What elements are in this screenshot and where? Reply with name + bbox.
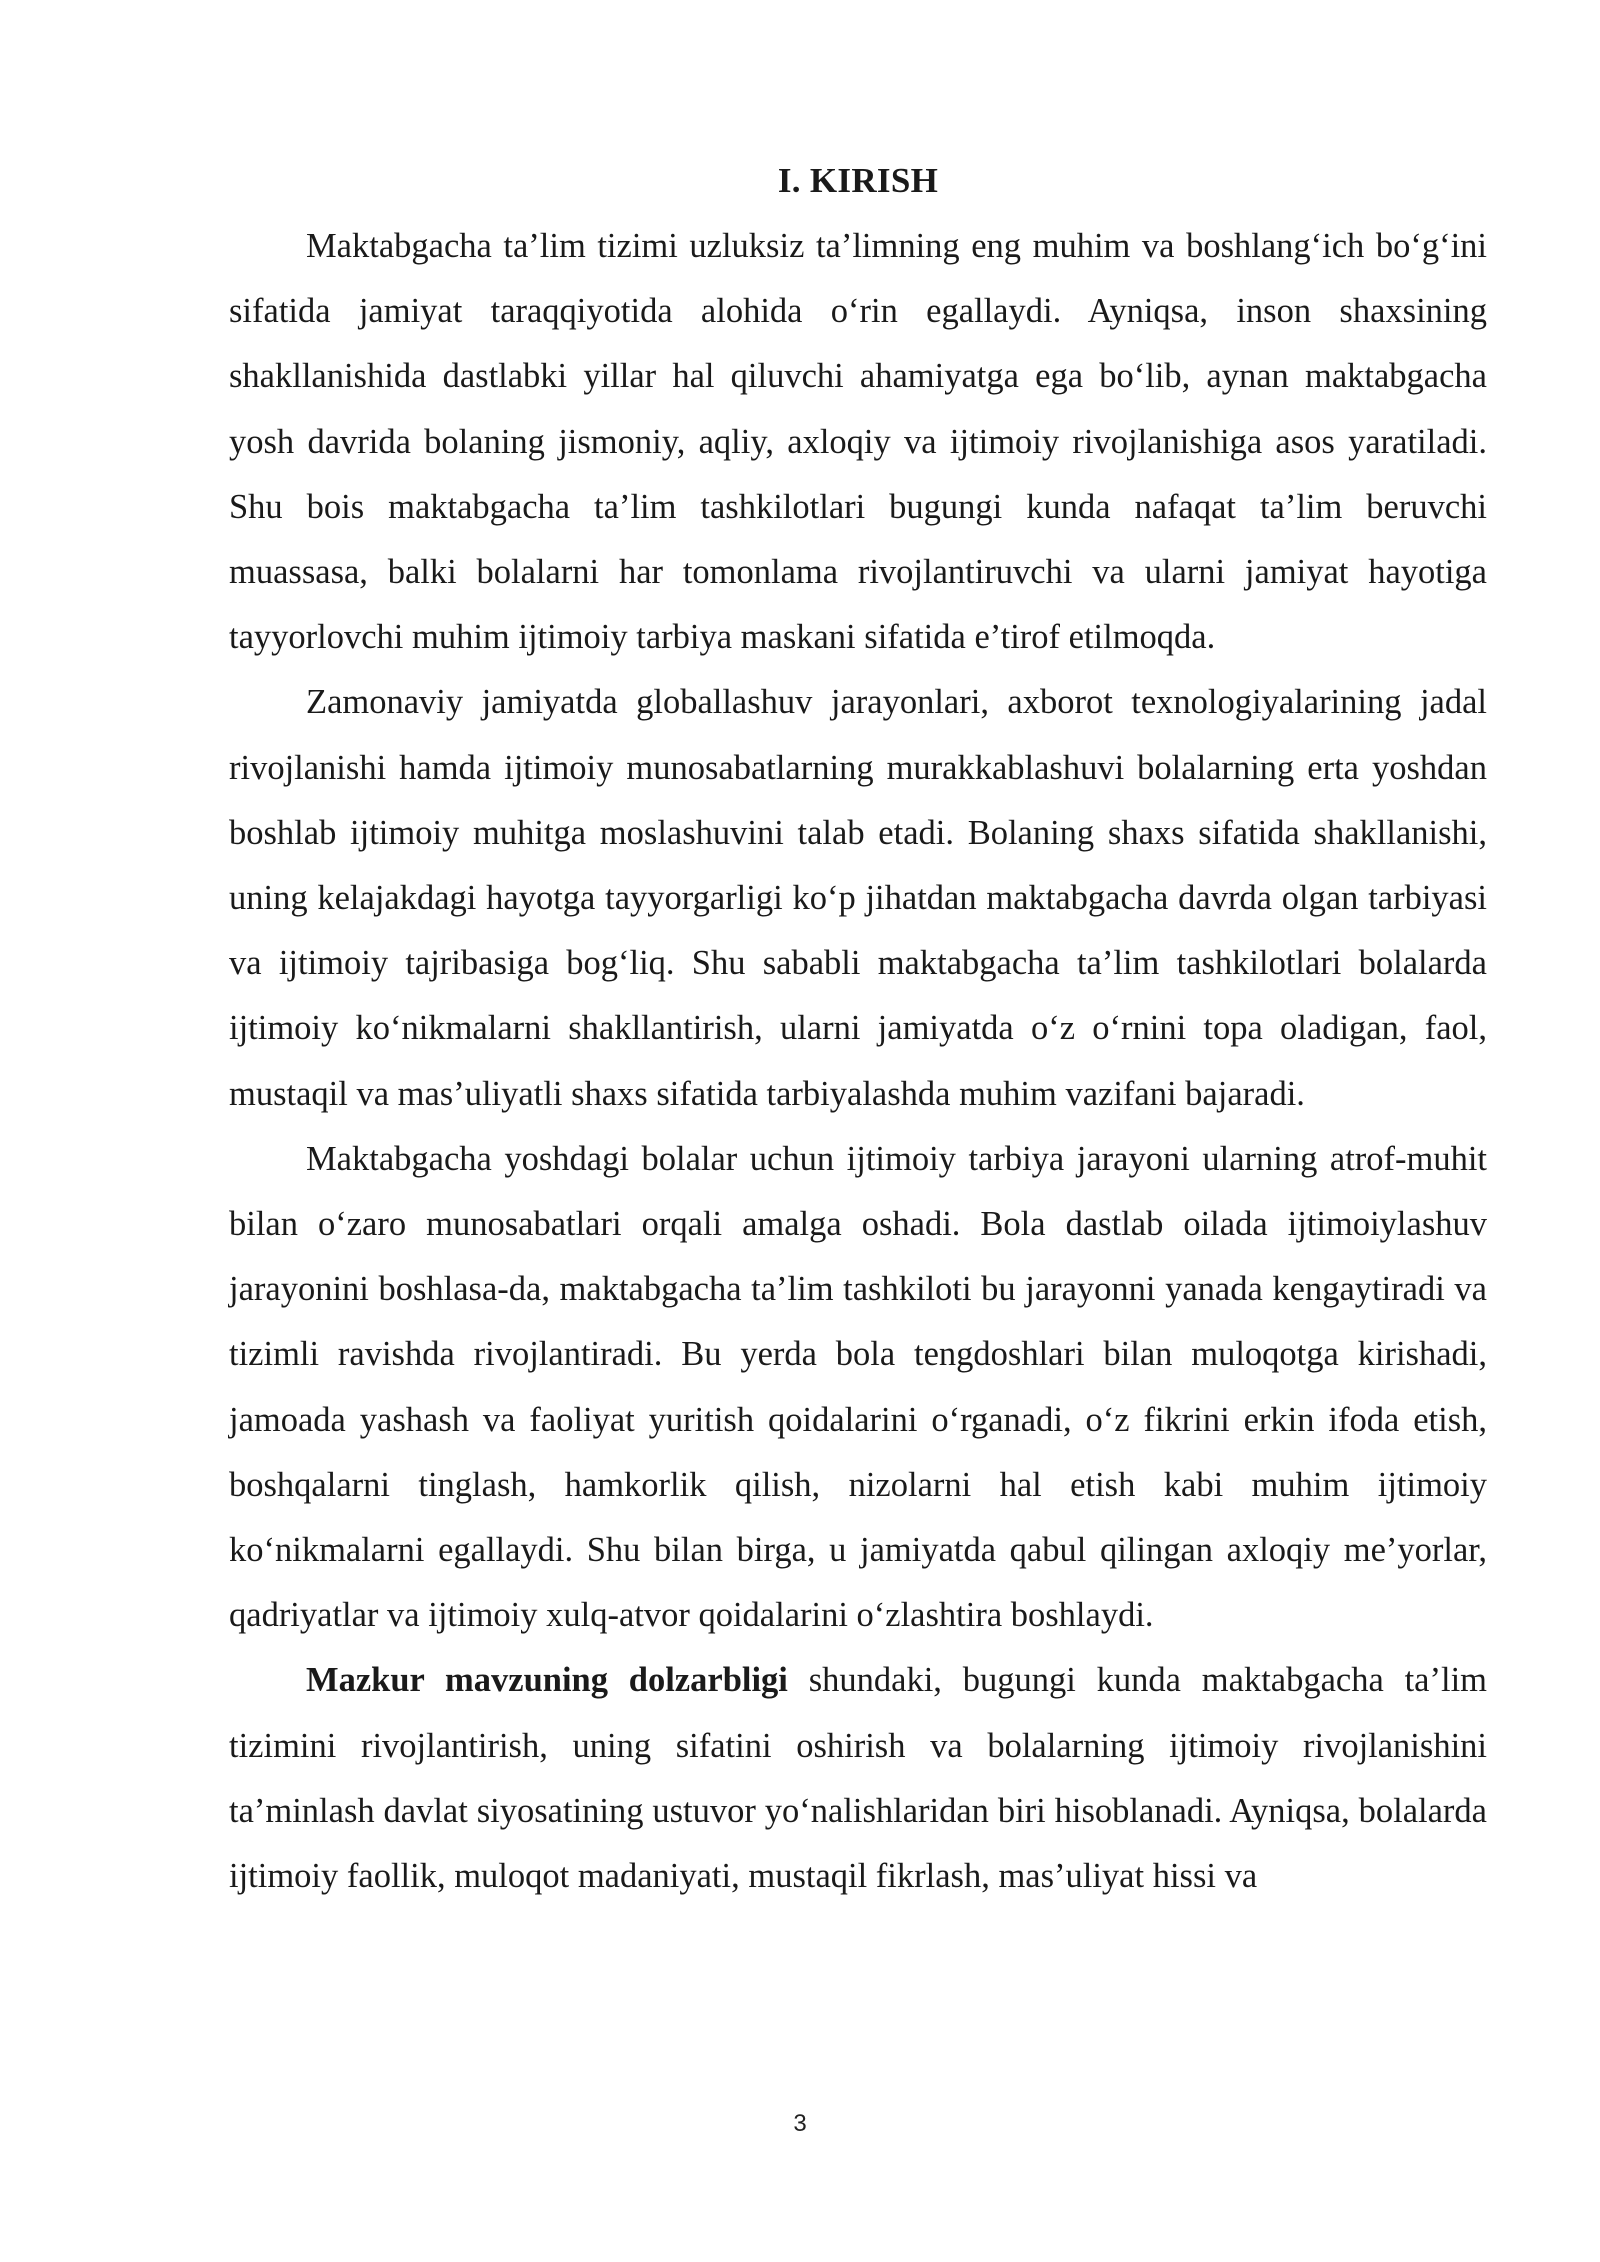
- paragraph-1: [229, 214, 1487, 670]
- paragraph-2-text: Zamonaviy jamiyatda globallashuv jarayonlari, axborot texnologiyalarining jadal rivojlanishi hamda ijtimoiy munosabatlarning murakkablashuvi bolalarning erta yoshdan boshlab ijtimoiy muhitga moslashuvini talab etadi. Bolaning shaxs sifatida shakllanishi, uning kelajakdagi hayotga tayyorgarligi ko‘p jihatdan maktabgacha davrda olgan tarbiyasi va ijtimoiy tajribasiga bog‘liq. Shu sababli maktabgacha ta’lim tashkilotlari bolalarda ijtimoiy ko‘nikmalarni shakllantirish, ularni jamiyatda o‘z o‘rnini topa oladigan, faol, mustaqil va mas’uliyatli shaxs sifatida tarbiyalashda muhim vazifani bajaradi.: [229, 683, 1487, 1113]
- page-number: 3: [793, 2110, 807, 2137]
- paragraph-3-text: Maktabgacha yoshdagi bolalar uchun ijtimoiy tarbiya jarayoni ularning atrof-muhit bilan o‘zaro munosabatlari orqali amalga oshadi. Bola dastlab oilada ijtimoiylashuv jarayonini boshlasa-da, maktabgacha ta’lim tashkiloti bu jarayonni yanada kengaytiradi va tizimli ravishda rivojlantiradi. Bu yerda bola tengdoshlari bilan muloqotga kirishadi, jamoada yashash va faoliyat yuritish qoidalarini o‘rganadi, o‘z fikrini erkin ifoda etish, boshqalarni tinglash, hamkorlik qilish, nizolarni hal etish kabi muhim ijtimoiy ko‘nikmalarni egallaydi. Shu bilan birga, u jamiyatda qabul qilingan axloqiy me’yorlar, qadriyatlar va ijtimoiy xulq-atvor qoidalarini o‘zlashtira boshlaydi.: [229, 1139, 1487, 1635]
- paragraph-4-text: shundaki, bugungi kunda maktabgacha ta’lim tizimini rivojlantirish, uning sifatini oshirish va bolalarning ijtimoiy rivojlanishini ta’minlash davlat siyosatining ustuvor yo‘nalishlaridan biri hisoblanadi. Ayniqsa, bolalarda ijtimoiy faollik, muloqot madaniyati, mustaqil fikrlash, mas’uliyat hissi va: [229, 1661, 1487, 1896]
- paragraph-4-bold-lead: Mazkur mavzuning dolzarbligi: [306, 1661, 788, 1700]
- paragraph-2: [229, 670, 1487, 1126]
- section-heading: I. KIRISH: [777, 161, 939, 200]
- paragraph-1-text: Maktabgacha ta’lim tizimi uzluksiz ta’limning eng muhim va boshlang‘ich bo‘g‘ini sifatida jamiyat taraqqiyotida alohida o‘rin egallaydi. Ayniqsa, inson shaxsining shakllanishida dastlabki yillar hal qiluvchi ahamiyatga ega bo‘lib, aynan maktabgacha yosh davrida bolaning jismoniy, aqliy, axloqiy va ijtimoiy rivojlanishiga asos yaratiladi. Shu bois maktabgacha ta’lim tashkilotlari bugungi kunda nafaqat ta’lim beruvchi muassasa, balki bolalarni har tomonlama rivojlantiruvchi va ularni jamiyat hayotiga tayyorlovchi muhim ijtimoiy tarbiya maskani sifatida e’tirof etilmoqda.: [229, 227, 1487, 657]
- paragraph-3: [229, 1127, 1487, 1649]
- page-content: [229, 148, 1487, 1909]
- paragraph-4: [229, 1648, 1487, 1909]
